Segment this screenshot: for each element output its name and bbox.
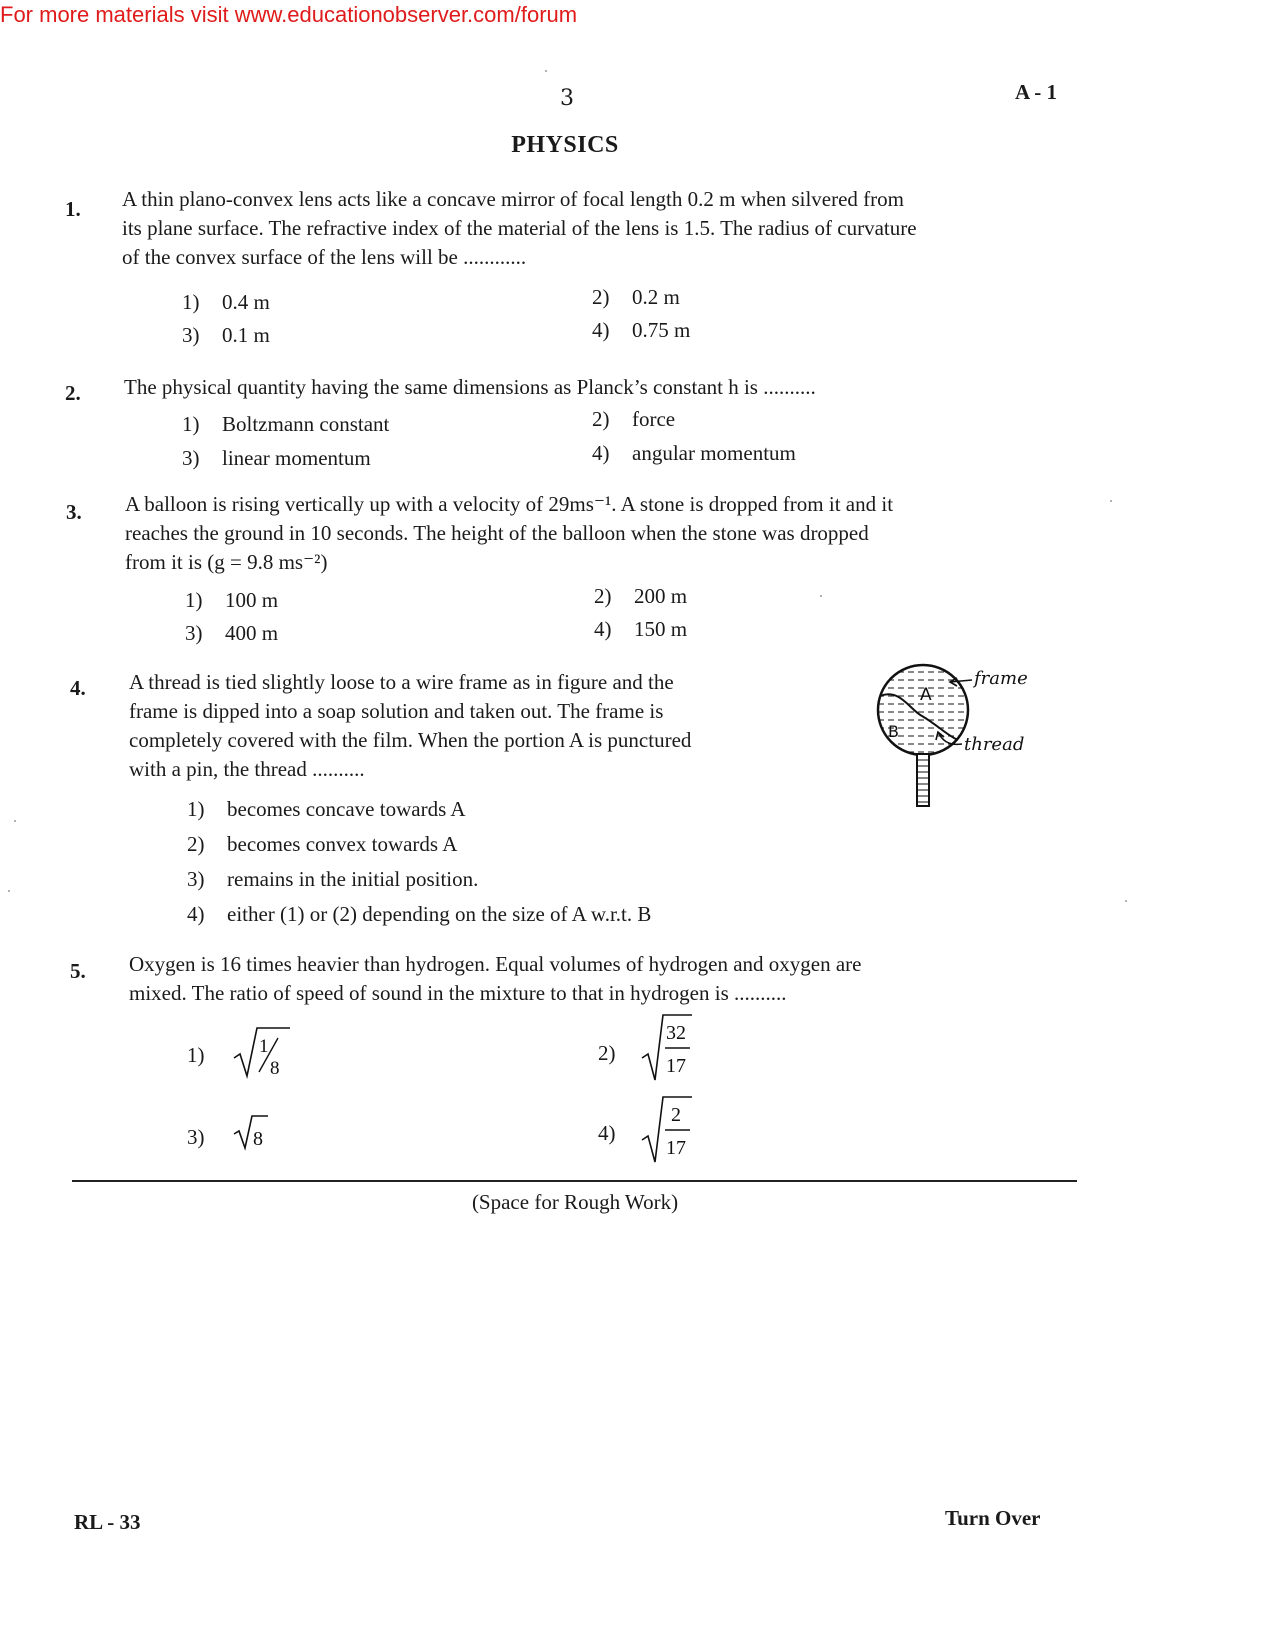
question-line: of the convex surface of the lens will be ............ [122, 245, 527, 269]
frame-handle [917, 754, 929, 806]
option-number: 4) [594, 617, 612, 641]
fraction-numerator: 32 [666, 1022, 686, 1044]
option-text: force [632, 407, 676, 431]
option-number: 2) [592, 407, 610, 431]
option-number: 3) [187, 867, 205, 891]
scan-speck [1125, 900, 1127, 902]
soap-frame-figure [860, 660, 1060, 810]
option-number: 4) [187, 902, 205, 926]
option-number: 1) [185, 588, 203, 612]
label-frame: frame [974, 668, 1028, 689]
option-1-formula[interactable] [232, 1024, 292, 1080]
option-number: 1) [182, 412, 200, 436]
option-4-number[interactable]: 4) [598, 1121, 616, 1145]
page-number: 3 [560, 86, 574, 111]
option-text: 100 m [225, 588, 279, 612]
option-number: 3) [182, 446, 200, 470]
option-text: 0.1 m [222, 323, 270, 347]
question-line: its plane surface. The refractive index of the material of the lens is 1.5. The radius of curvature [122, 216, 917, 240]
option-2[interactable] [592, 407, 675, 432]
fraction-denominator: 8 [270, 1058, 280, 1079]
question-line: reaches the ground in 10 seconds. The height of the balloon when the stone was dropped [125, 521, 869, 545]
option-number: 2) [594, 584, 612, 608]
label-thread: thread [964, 734, 1025, 755]
option-number: 4) [592, 441, 610, 465]
option-1[interactable] [182, 290, 270, 315]
scan-speck [545, 70, 547, 72]
rough-work-divider [72, 1180, 1077, 1182]
option-number: 3) [185, 621, 203, 645]
fraction-numerator: 1 [259, 1036, 269, 1057]
scan-speck [1110, 500, 1112, 502]
watermark-link[interactable]: For more materials visit www.educationobserver.com/forum [0, 2, 578, 27]
option-number: 3) [182, 323, 200, 347]
question-number: 4. [70, 676, 86, 700]
question-line: from it is (g = 9.8 ms⁻²) [125, 550, 328, 574]
section-title: PHYSICS [511, 132, 619, 158]
footer-code: RL - 33 [74, 1510, 141, 1534]
question-line: A thread is tied slightly loose to a wire frame as in figure and the [129, 670, 674, 694]
question-number: 2. [65, 381, 81, 405]
question-line: The physical quantity having the same dimensions as Planck’s constant h is .......... [124, 375, 816, 399]
option-text: 200 m [634, 584, 688, 608]
option-3[interactable] [187, 867, 478, 892]
option-text: remains in the initial position. [227, 867, 479, 891]
option-4-formula[interactable] [640, 1094, 696, 1166]
rough-work-label: (Space for Rough Work) [471, 1190, 679, 1214]
fraction-denominator: 17 [666, 1055, 686, 1077]
option-number: 1) [182, 290, 200, 314]
option-number: 1) [187, 797, 205, 821]
option-number: 4) [592, 318, 610, 342]
option-2[interactable] [592, 285, 680, 310]
option-text: 150 m [634, 617, 688, 641]
question-line: mixed. The ratio of speed of sound in the mixture to that in hydrogen is .......... [129, 981, 787, 1005]
option-3-number[interactable]: 3) [187, 1125, 205, 1149]
question-line: frame is dipped into a soap solution and taken out. The frame is [129, 699, 664, 723]
option-text: 0.75 m [632, 318, 691, 342]
option-3-formula[interactable] [232, 1112, 272, 1152]
option-text: Boltzmann constant [222, 412, 390, 436]
wire-frame [878, 665, 968, 755]
fraction-numerator: 2 [671, 1104, 681, 1126]
option-3[interactable] [182, 446, 371, 471]
fraction-denominator: 17 [666, 1137, 686, 1159]
question-line: completely covered with the film. When the portion A is punctured [129, 728, 692, 752]
option-text: either (1) or (2) depending on the size of A w.r.t. B [227, 902, 652, 926]
scan-speck [14, 820, 16, 822]
radicand: 8 [253, 1128, 263, 1150]
option-2-formula[interactable] [640, 1012, 696, 1084]
question-number: 3. [66, 500, 82, 524]
option-1[interactable] [182, 412, 389, 437]
option-1[interactable] [187, 797, 466, 822]
option-2[interactable] [594, 584, 687, 609]
question-number: 1. [65, 197, 81, 221]
turn-over-label: Turn Over [945, 1506, 1041, 1530]
option-4[interactable] [592, 318, 690, 343]
option-text: becomes convex towards A [227, 832, 458, 856]
option-3[interactable] [185, 621, 278, 646]
option-3[interactable] [182, 323, 270, 348]
question-line: A balloon is rising vertically up with a velocity of 29ms⁻¹. A stone is dropped from it and it [125, 492, 894, 516]
question-line: Oxygen is 16 times heavier than hydrogen. Equal volumes of hydrogen and oxygen are [129, 952, 862, 976]
option-text: angular momentum [632, 441, 796, 465]
option-4[interactable] [594, 617, 687, 642]
option-text: 0.4 m [222, 290, 270, 314]
option-4[interactable] [592, 441, 796, 466]
option-text: 0.2 m [632, 285, 680, 309]
option-4[interactable] [187, 902, 651, 927]
question-number: 5. [70, 959, 86, 983]
option-text: 400 m [225, 621, 279, 645]
option-text: linear momentum [222, 446, 371, 470]
option-number: 2) [592, 285, 610, 309]
booklet-code: A - 1 [1015, 80, 1057, 104]
option-1[interactable] [185, 588, 278, 613]
option-1-number[interactable]: 1) [187, 1043, 205, 1067]
option-2[interactable] [187, 832, 457, 857]
option-number: 2) [187, 832, 205, 856]
option-2-number[interactable]: 2) [598, 1041, 616, 1065]
option-text: becomes concave towards A [227, 797, 466, 821]
scan-speck [820, 595, 822, 597]
question-line: A thin plano-convex lens acts like a concave mirror of focal length 0.2 m when silvered from [122, 187, 905, 211]
label-b: B [888, 722, 899, 741]
scan-speck [8, 890, 10, 892]
question-line: with a pin, the thread .......... [129, 757, 365, 781]
label-a: A [920, 685, 932, 705]
